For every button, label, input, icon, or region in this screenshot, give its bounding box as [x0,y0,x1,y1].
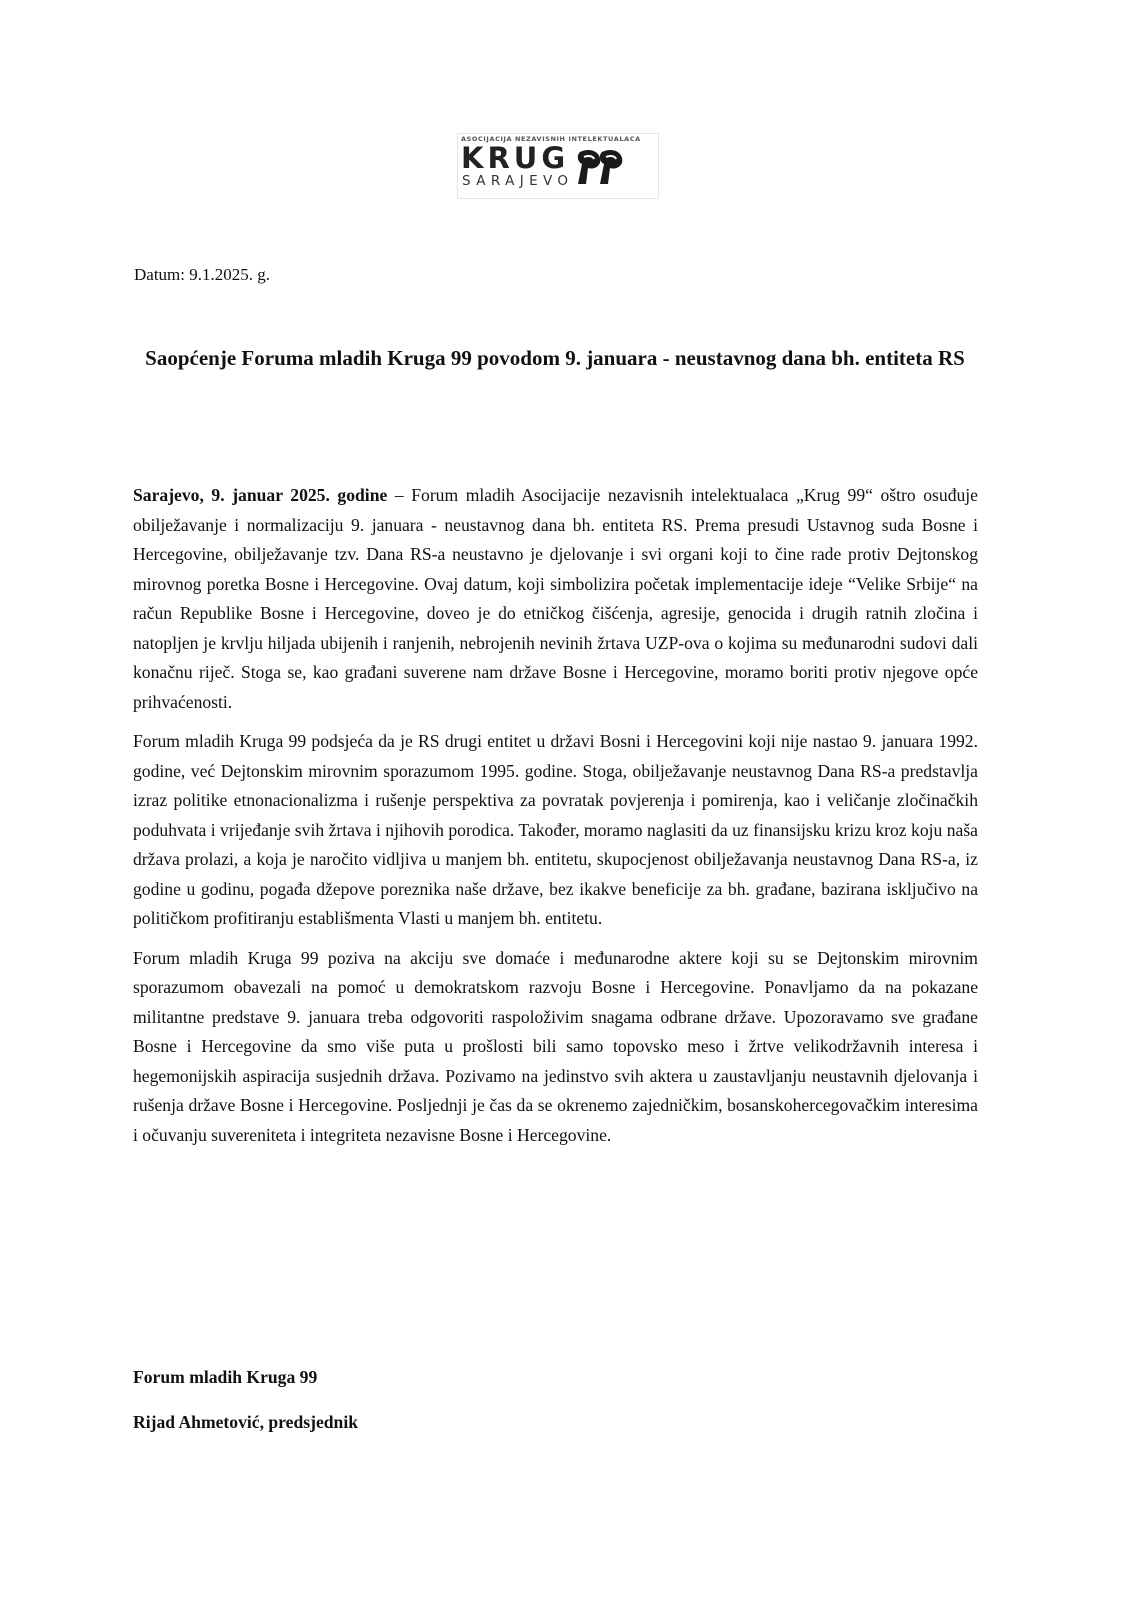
document-body [133,481,978,1160]
paragraph-1-text: – Forum mladih Asocijacije nezavisnih intelektualaca „Krug 99“ oštro osuđuje obilježavanje i normalizaciju 9. januara - neustavnog dana bh. entiteta RS. Prema presudi Ustavnog suda Bosne i Hercegovine, obilježavanje tzv. Dana RS-a neustavno je djelovanje i svi organi koji to čine rade protiv Dejtonskog mirovnog poretka Bosne i Hercegovine. Ovaj datum, koji simbolizira početak implementacije ideje “Velike Srbije“ na račun Republike Bosne i Hercegovine, doveo je do etničkog čišćenja, agresije, genocida i drugih ratnih zločina i natopljen je krvlju hiljada ubijenih i ranjenih, nebrojenih nevinih žrtava UZP-ova o kojima su međunarodni sudovi dali konačnu riječ. Stoga se, kao građani suverene nam države Bosne i Hercegovine, moramo boriti protiv njegove opće prihvaćenosti. [133,485,978,712]
signature-person: Rijad Ahmetović, predsjednik [133,1412,358,1432]
paragraph-1 [133,481,978,717]
logo-sub-text: SARAJEVO [462,173,574,189]
document-title: Saopćenje Foruma mladih Kruga 99 povodom 9. januara - neustavnog dana bh. entiteta RS [145,346,965,370]
krug-99-logo [457,133,659,199]
paragraph-2: Forum mladih Kruga 99 podsjeća da je RS drugi entitet u državi Bosni i Hercegovini koji nije nastao 9. januara 1992. godine, već Dejtonskim mirovnim sporazumom 1995. godine. Stoga, obilježavanje neustavnog Dana RS-a predstavlja izraz politike etnonacionalizma i rušenje perspektiva za povratak povjerenja i pomirenja, kao i veličanje zločinačkih poduhvata i vrijeđanje svih žrtava i njihovih porodica. Također, moramo naglasiti da uz finansijsku krizu kroz koju naša država prolazi, a koja je naročito vidljiva u manjem bh. entitetu, skupocjenost obilježavanja neustavnog Dana RS-a, iz godine u godinu, pogađa džepove poreznika naše države, bez ikakve beneficije za bh. građane, bazirana isključivo na političkom profitiranju establišmenta Vlasti u manjem bh. entitetu. [133,731,978,928]
signature-organization: Forum mladih Kruga 99 [133,1367,318,1387]
logo-main-text: KRUG [461,141,570,175]
krug-99-mark-icon [574,146,628,188]
paragraph-1-lead: Sarajevo, 9. januar 2025. godine [133,485,388,505]
paragraph-3: Forum mladih Kruga 99 poziva na akciju sve domaće i međunarodne aktere koji su se Dejtonskim mirovnim sporazumom obavezali na pomoć u demokratskom razvoju Bosne i Hercegovine. Ponavljamo da na pokazane militantne predstave 9. januara treba odgovoriti raspoloživim snagama odbrane države. Upozoravamo sve građane Bosne i Hercegovine da smo više puta u prošlosti bili samo topovsko meso i žrtve velikodržavnih interesa i hegemonijskih aspiracija susjednih država. Pozivamo na jedinstvo svih aktera u zaustavljanju neustavnih djelovanja i rušenja države Bosne i Hercegovine. Posljednji je čas da se okrenemo zajedničkim, bosanskohercegovačkim interesima i očuvanju suvereniteta i integriteta nezavisne Bosne i Hercegovine. [133,947,978,1145]
logo-top-text: ASOCIJACIJA NEZAVISNIH INTELEKTUALACA [461,135,641,143]
date-line: Datum: 9.1.2025. g. [134,265,270,284]
